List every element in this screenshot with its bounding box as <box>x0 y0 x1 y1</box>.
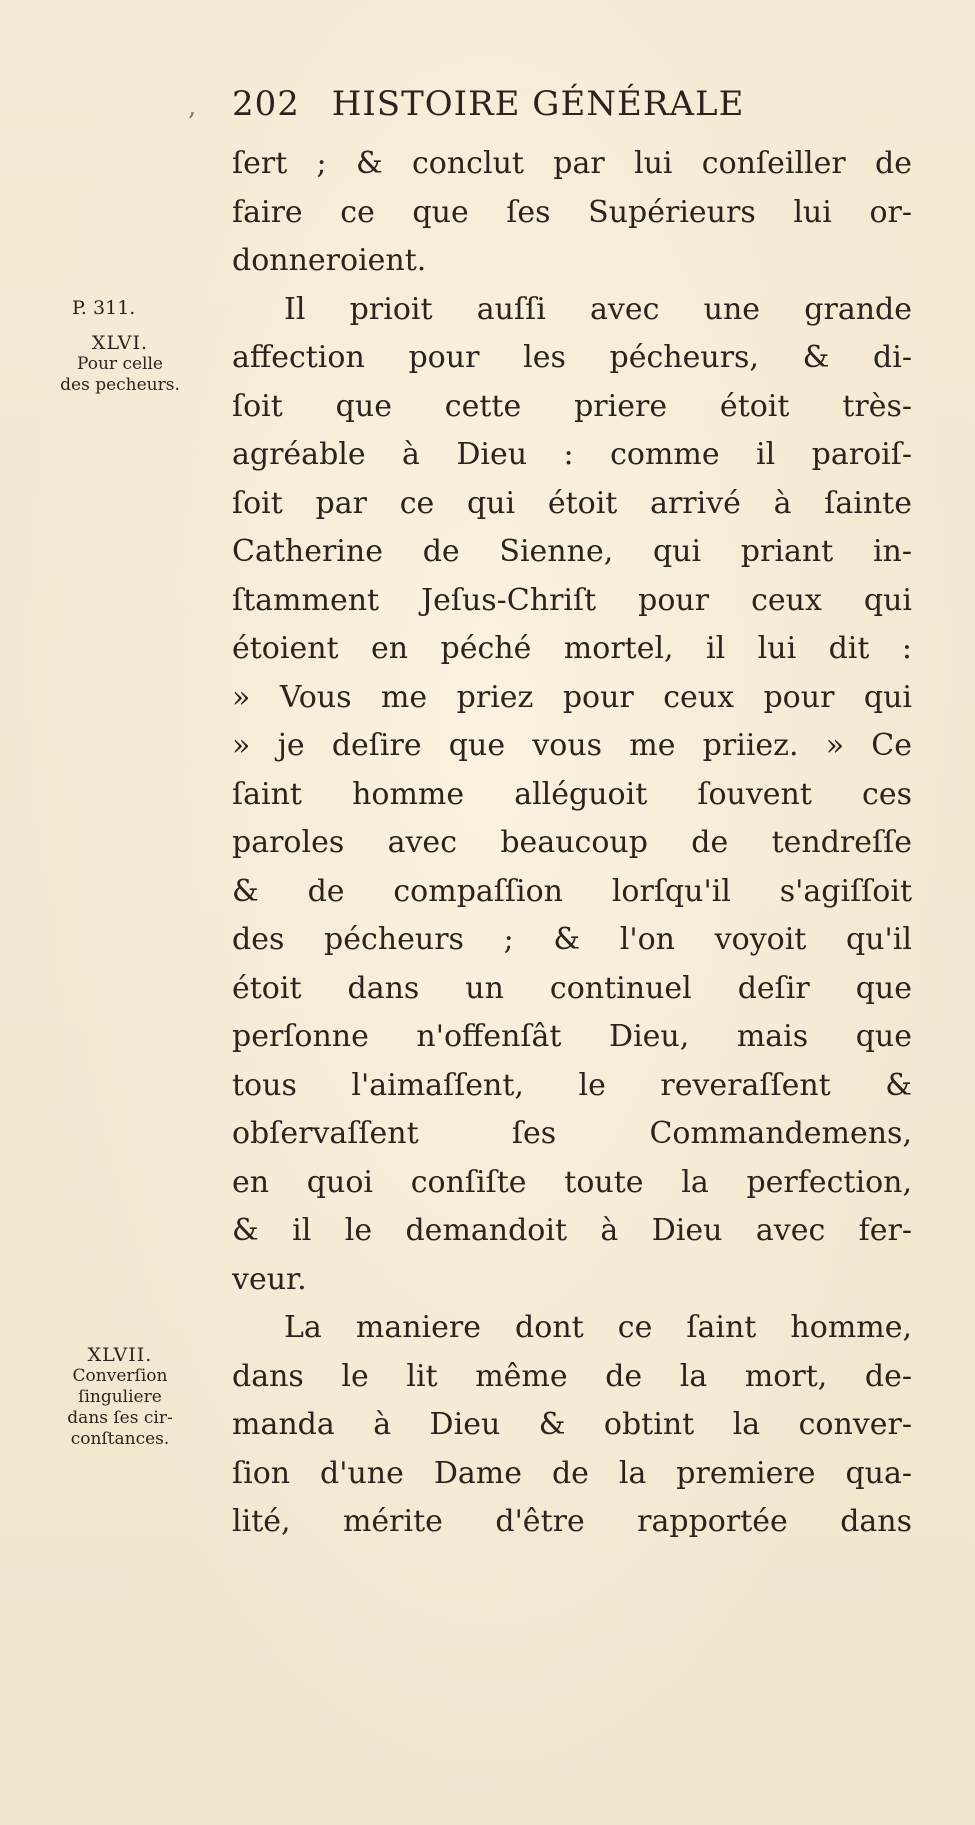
text-line: paroles avec beaucoup de tendreſſe <box>232 825 912 860</box>
text-line: des pécheurs ; & l'on voyoit qu'il <box>232 922 912 957</box>
text-line: en quoi conſiſte toute la perfection, <box>232 1164 912 1200</box>
text-line: manda à Dieu & obtint la conver- <box>232 1407 912 1442</box>
margin-caption-line: conſtances. <box>70 1429 170 1449</box>
text-line: ſoit que cette priere étoit très- <box>232 388 912 424</box>
text-line: ſaint homme alléguoit ſouvent ces <box>232 776 912 812</box>
margin-caption-line: ſinguliere <box>78 1387 162 1407</box>
text-line: étoient en péché mortel, il lui dit : <box>232 631 912 666</box>
page-number: 202 <box>232 84 300 124</box>
margin-caption-line: dans ſes cir- <box>67 1408 173 1428</box>
body-text <box>232 140 912 1547</box>
text-line: étoit dans un continuel deſir que <box>232 970 912 1006</box>
margin-section-number: XLVI. <box>91 332 149 354</box>
text-line: dans le lit même de la mort, de- <box>232 1358 912 1394</box>
margin-note-47 <box>20 1345 220 1450</box>
text-line: Il prioit auſſi avec une grande <box>284 291 912 327</box>
text-line: » Vous me priez pour ceux pour qui <box>232 679 912 715</box>
text-line: veur. <box>232 1261 307 1297</box>
text-line: La maniere dont ce ſaint homme, <box>284 1310 912 1345</box>
running-title: HISTOIRE GÉNÉRALE <box>331 84 745 124</box>
text-line: & de compaſſion lorſqu'il s'agiſſoit <box>232 873 912 909</box>
running-header <box>232 84 912 124</box>
text-line: agréable à Dieu : comme il paroiſ- <box>232 437 912 472</box>
margin-note-46 <box>20 298 220 396</box>
margin-caption-line: Converſion <box>72 1366 168 1386</box>
margin-caption-line: des pecheurs. <box>60 375 180 395</box>
text-line: » je deſire que vous me priiez. » Ce <box>232 728 912 763</box>
stray-mark: , <box>188 92 197 122</box>
text-line: donneroient. <box>232 243 427 278</box>
text-line: affection pour les pécheurs, & di- <box>232 340 912 375</box>
text-line: ſoit par ce qui étoit arrivé à ſainte <box>232 485 912 521</box>
text-line: ſion d'une Dame de la premiere qua- <box>232 1455 912 1491</box>
text-line: obſervaſſent ſes Commandemens, <box>232 1116 912 1151</box>
text-line: & il le demandoit à Dieu avec fer- <box>232 1213 912 1248</box>
margin-section-number: XLVII. <box>87 1344 153 1366</box>
text-line: ſert ; & conclut par lui conſeiller de <box>232 146 912 181</box>
text-line: Catherine de Sienne, qui priant in- <box>232 534 912 569</box>
margin-reference: P. 311. <box>72 297 136 319</box>
text-line: perſonne n'offenſât Dieu, mais que <box>232 1019 912 1054</box>
text-line: tous l'aimaſſent, le reveraſſent & <box>232 1067 912 1103</box>
text-line: lité, mérite d'être rapportée dans <box>232 1504 912 1539</box>
text-line: ſtamment Jeſus-Chriſt pour ceux qui <box>232 582 912 618</box>
text-line: faire ce que ſes Supérieurs lui or- <box>232 194 912 230</box>
margin-caption-line: Pour celle <box>77 354 163 374</box>
